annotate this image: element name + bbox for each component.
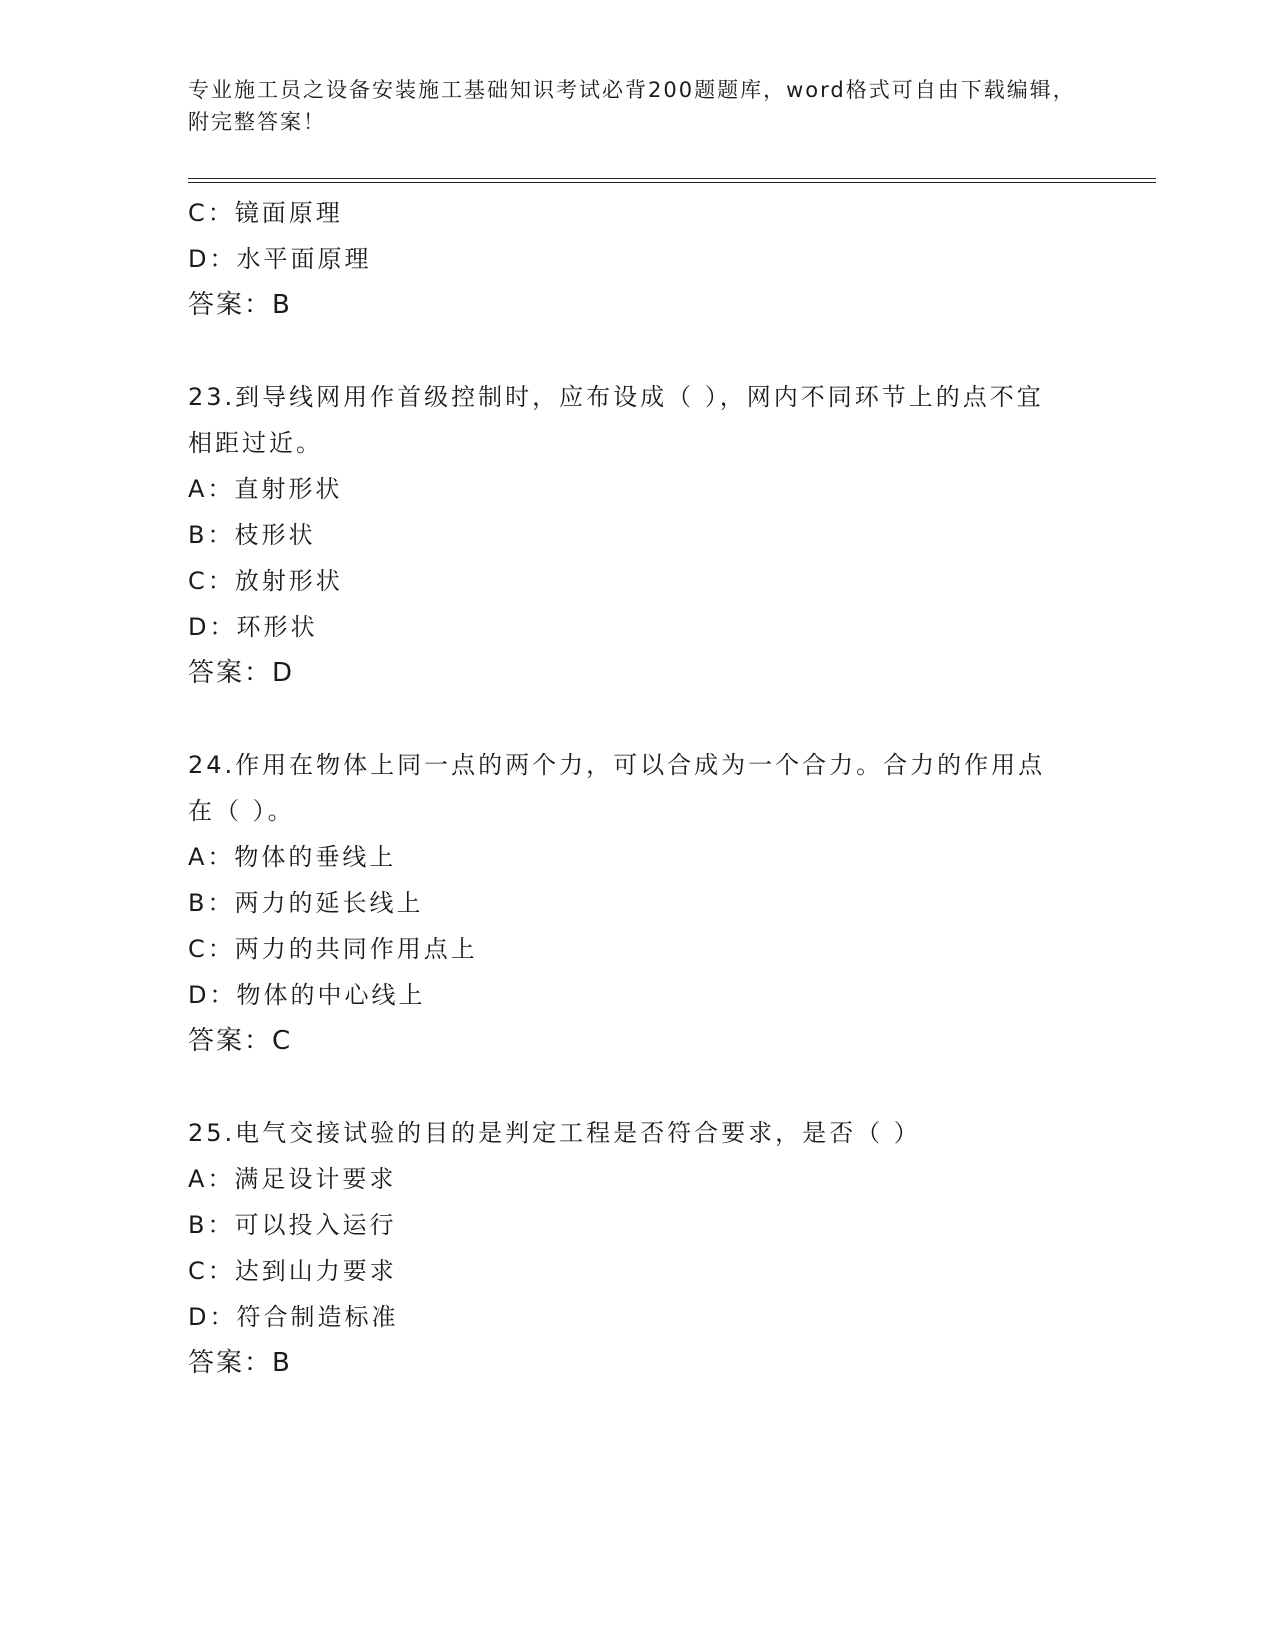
option-c: C：两力的共同作用点上 — [188, 935, 478, 963]
option-d: D：符合制造标准 — [188, 1303, 399, 1331]
option-c: C：镜面原理 — [188, 199, 343, 227]
option-c: C：达到山力要求 — [188, 1257, 397, 1285]
question-22-tail — [188, 190, 1088, 328]
answer-line: 答案：D — [188, 658, 295, 688]
spacer — [188, 1064, 1088, 1110]
document-title: 专业施工员之设备安装施工基础知识考试必背200题题库，word格式可自由下载编辑，附完整答案！ — [188, 78, 1076, 134]
document-header — [188, 74, 1088, 138]
option-d: D：物体的中心线上 — [188, 981, 426, 1009]
option-a: A：物体的垂线上 — [188, 843, 397, 871]
option-b: B：枝形状 — [188, 521, 316, 549]
option-b: B：可以投入运行 — [188, 1211, 397, 1239]
spacer — [188, 696, 1088, 742]
header-divider-top — [188, 178, 1156, 179]
question-25 — [188, 1110, 1088, 1386]
answer-line: 答案：B — [188, 1348, 292, 1378]
option-a: A：满足设计要求 — [188, 1165, 397, 1193]
question-text: 24.作用在物体上同一点的两个力，可以合成为一个合力。合力的作用点在（ ）。 — [188, 751, 1046, 825]
spacer — [188, 328, 1088, 374]
question-text: 23.到导线网用作首级控制时，应布设成（ ），网内不同环节上的点不宜相距过近。 — [188, 383, 1044, 457]
option-c: C：放射形状 — [188, 567, 343, 595]
question-list — [188, 190, 1088, 1386]
option-d: D：水平面原理 — [188, 245, 372, 273]
option-a: A：直射形状 — [188, 475, 343, 503]
question-text: 25.电气交接试验的目的是判定工程是否符合要求，是否（ ） — [188, 1119, 921, 1147]
header-divider-bottom — [188, 182, 1156, 183]
option-b: B：两力的延长线上 — [188, 889, 424, 917]
question-23 — [188, 374, 1088, 696]
answer-line: 答案：B — [188, 290, 292, 320]
question-24 — [188, 742, 1088, 1064]
answer-line: 答案：C — [188, 1026, 293, 1056]
option-d: D：环形状 — [188, 613, 318, 641]
